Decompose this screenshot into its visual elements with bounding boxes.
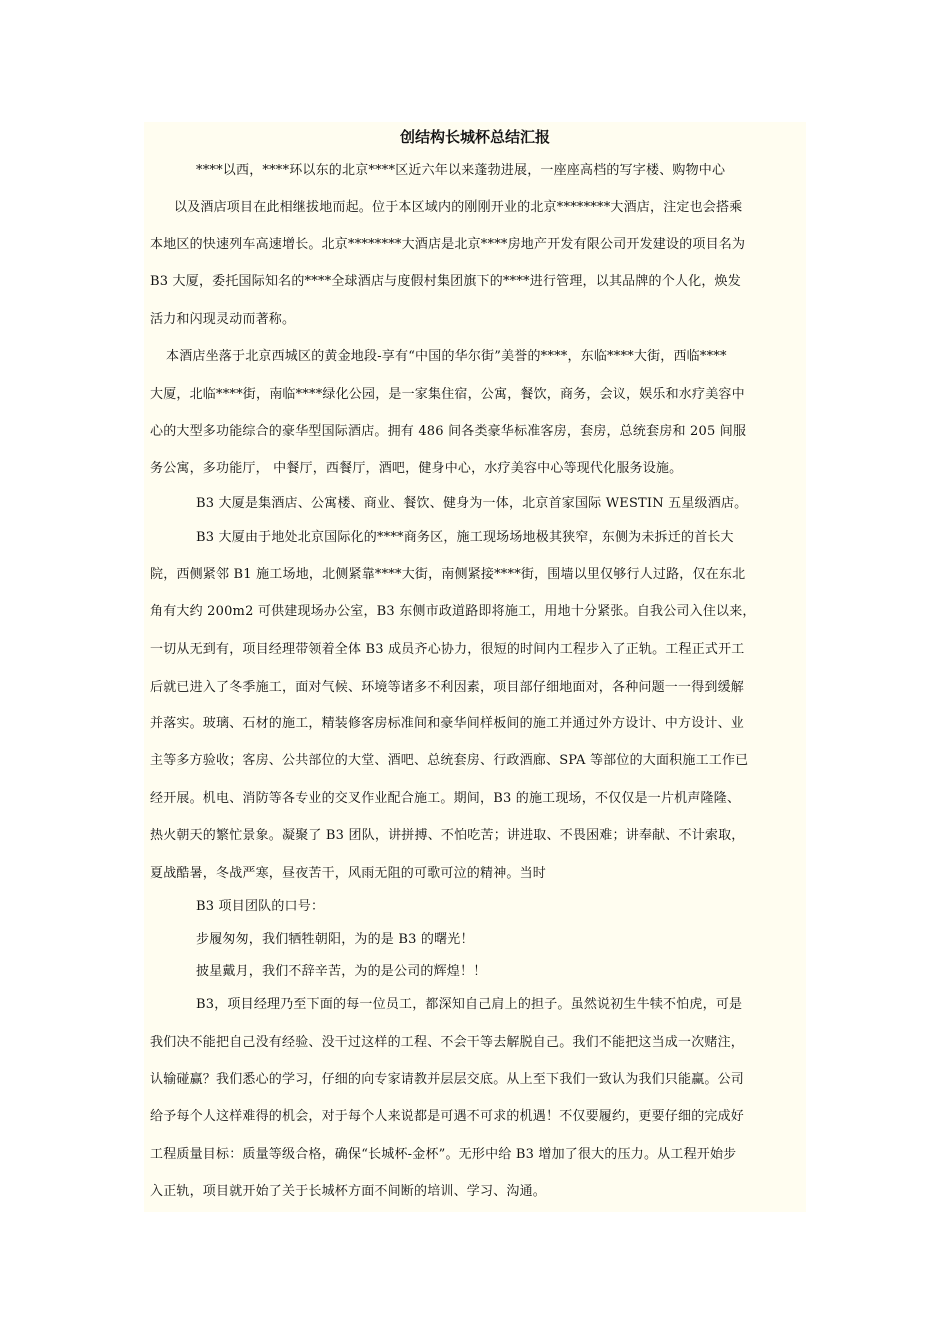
text-line: 本酒店坐落于北京西城区的黄金地段-享有“中国的华尔街”美誉的****，东临****大街，西临**** [166,349,727,364]
text-line: 角有大约 200m2 可供建现场办公室，B3 东侧市政道路即将施工，用地十分紧张。自我公司入住以来， [150,604,756,619]
text-line: 披星戴月，我们不辞辛苦，为的是公司的辉煌！！ [196,964,487,979]
text-line: B3，项目经理乃至下面的每一位员工，都深知自己肩上的担子。虽然说初生牛犊不怕虎，可是 [196,997,743,1012]
text-line: 院，西侧紧邻 B1 施工场地，北侧紧靠****大街，南侧紧接****街，围墙以里仅够行人过路，仅在东北 [150,567,746,582]
text-line: B3 大厦是集酒店、公寓楼、商业、餐饮、健身为一体，北京首家国际 WESTIN 五星级酒店。 [196,496,748,511]
text-line: 务公寓，多功能厅， 中餐厅，西餐厅，酒吧，健身中心，水疗美容中心等现代化服务设施。 [150,461,683,476]
text-line: ****以西，****环以东的北京****区近六年以来蓬勃进展，一座座高档的写字楼、购物中心 [196,163,726,178]
text-line: 工程质量目标：质量等级合格，确保“长城杯-金杯”。无形中给 B3 增加了很大的压力。从工程开始步 [150,1147,737,1162]
text-line: 本地区的快速列车高速增长。北京********大酒店是北京****房地产开发有限公司开发建设的项目名为 [150,237,746,252]
text-line: 认输碰赢？我们悉心的学习，仔细的向专家请教并层层交底。从上至下我们一致认为我们只能赢。公司 [150,1072,745,1087]
text-line: B3 大厦，委托国际知名的****全球酒店与度假村集团旗下的****进行管理，以其品牌的个人化，焕发 [150,274,741,289]
text-line: B3 大厦由于地处北京国际化的****商务区，施工现场场地极其狭窄，东侧为未拆迁的首长大 [196,530,734,545]
text-line: 心的大型多功能综合的豪华型国际酒店。拥有 486 间各类豪华标准客房，套房，总统套房和 205 间服 [150,424,747,439]
text-line: 活力和闪现灵动而著称。 [150,312,296,327]
text-line: 以及酒店项目在此相继拔地而起。位于本区域内的刚刚开业的北京********大酒店，注定也会搭乘 [174,200,743,215]
text-line: 后就已进入了冬季施工，面对气候、环境等诸多不利因素，项目部仔细地面对，各种问题一一得到缓解 [150,680,745,695]
text-line: 热火朝天的繁忙景象。凝聚了 B3 团队，讲拼搏、不怕吃苦；讲进取、不畏困难；讲奉献、不计索取， [150,828,745,843]
text-line: 步履匆匆，我们牺牲朝阳，为的是 B3 的曙光！ [196,932,474,947]
text-line: 夏战酷暑，冬战严寒，昼夜苦干，风雨无阻的可歌可泣的精神。当时 [150,866,547,881]
text-line: 主等多方验收；客房、公共部位的大堂、酒吧、总统套房、行政酒廊、SPA 等部位的大面积施工工作已 [150,753,749,768]
text-line: B3 项目团队的口号： [196,899,325,914]
text-line: 大厦，北临****街，南临****绿化公园，是一家集住宿，公寓，餐饮，商务，会议，娱乐和水疗美容中 [150,387,745,402]
text-line: 经开展。机电、消防等各专业的交叉作业配合施工。期间，B3 的施工现场，不仅仅是一片机声隆隆、 [150,791,741,806]
text-line: 入正轨，项目就开始了关于长城杯方面不间断的培训、学习、沟通。 [150,1184,547,1199]
text-line: 给予每个人这样难得的机会，对于每个人来说都是可遇不可求的机遇！不仅要履约，更要仔细的完成好 [150,1109,745,1124]
text-line: 我们决不能把自己没有经验、没干过这样的工程、不会干等去解脱自己。我们不能把这当成一次赌注， [150,1035,745,1050]
text-line: 一切从无到有，项目经理带领着全体 B3 成员齐心协力，很短的时间内工程步入了正轨。工程正式开工 [150,642,745,657]
document-title: 创结构长城杯总结汇报 [399,128,550,146]
text-line: 并落实。玻璃、石材的施工，精装修客房标准间和豪华间样板间的施工并通过外方设计、中方设计、业 [150,716,745,731]
